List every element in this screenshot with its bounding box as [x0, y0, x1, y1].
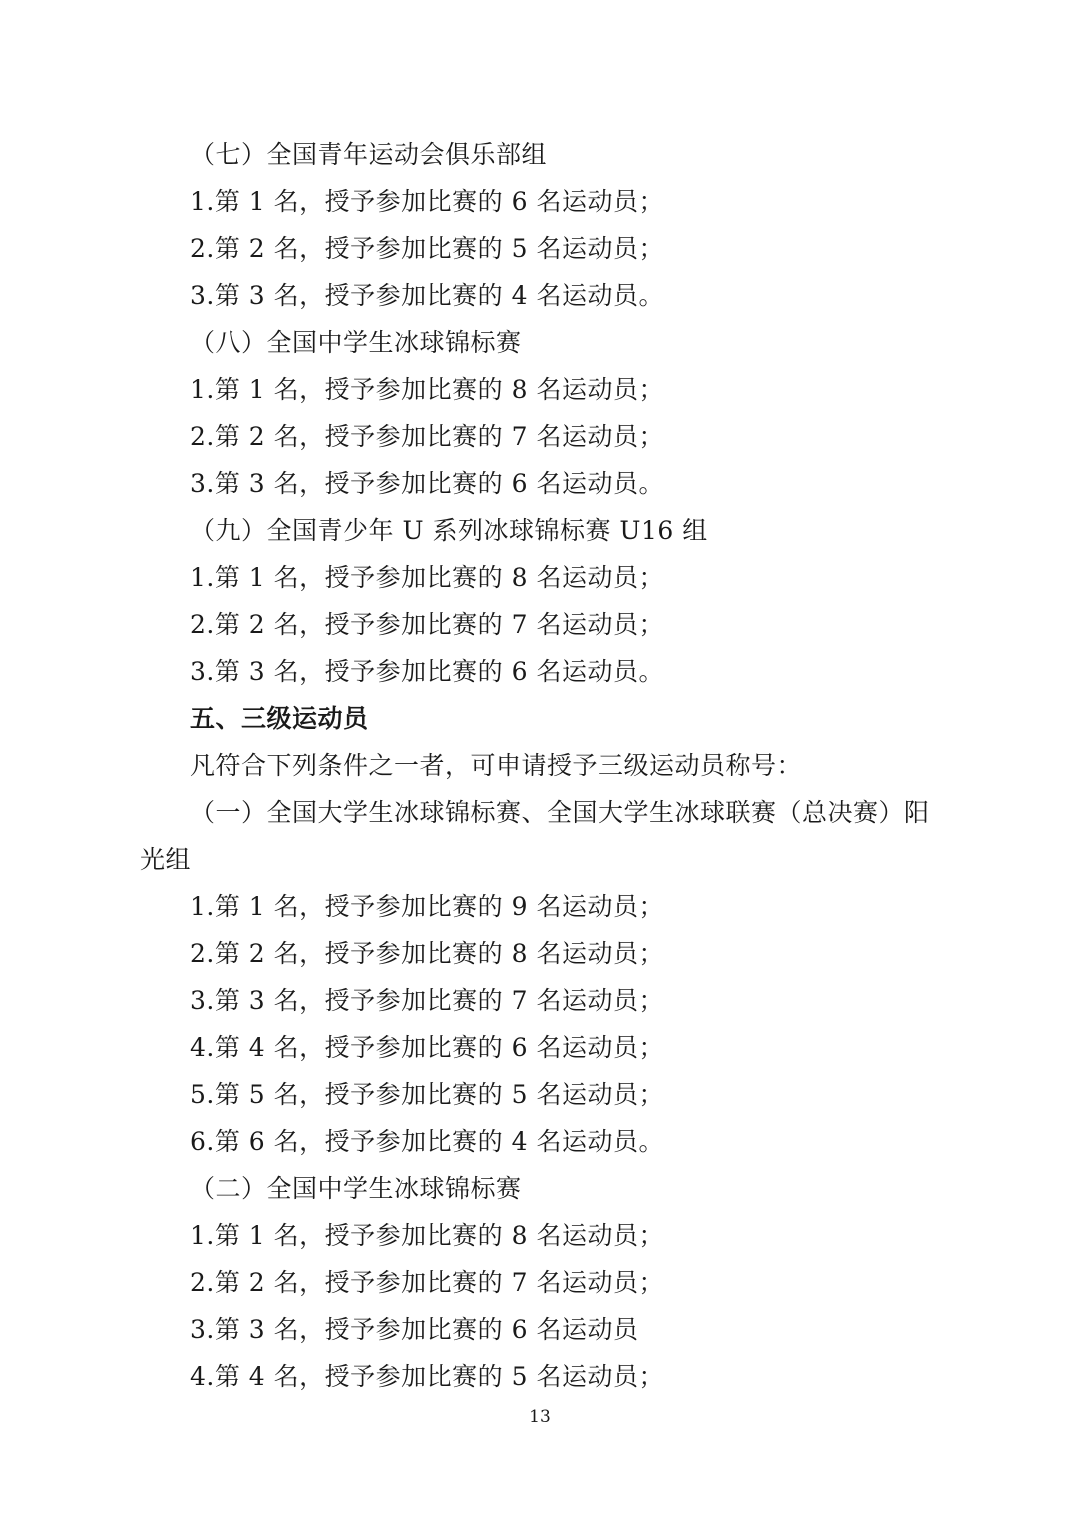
list-item: 1.第 1 名，授予参加比赛的 8 名运动员；	[190, 563, 664, 592]
chapter-heading: 五、三级运动员	[190, 704, 369, 733]
section-heading-2: （二）全国中学生冰球锦标赛	[190, 1174, 522, 1203]
list-item: 3.第 3 名，授予参加比赛的 6 名运动员。	[190, 469, 664, 498]
list-item: 3.第 3 名，授予参加比赛的 7 名运动员；	[190, 986, 664, 1015]
list-item: 2.第 2 名，授予参加比赛的 8 名运动员；	[190, 939, 664, 968]
section-heading-8: （八）全国中学生冰球锦标赛	[190, 328, 522, 357]
section-heading-1-continued: 光组	[140, 845, 192, 874]
list-item: 2.第 2 名，授予参加比赛的 7 名运动员；	[190, 610, 664, 639]
list-item: 4.第 4 名，授予参加比赛的 6 名运动员；	[190, 1033, 664, 1062]
list-item: 3.第 3 名，授予参加比赛的 6 名运动员。	[190, 657, 664, 686]
list-item: 1.第 1 名，授予参加比赛的 8 名运动员；	[190, 1221, 664, 1250]
list-item: 2.第 2 名，授予参加比赛的 5 名运动员；	[190, 234, 664, 263]
list-item: 2.第 2 名，授予参加比赛的 7 名运动员；	[190, 1268, 664, 1297]
list-item: 1.第 1 名，授予参加比赛的 9 名运动员；	[190, 892, 664, 921]
list-item: 5.第 5 名，授予参加比赛的 5 名运动员；	[190, 1080, 664, 1109]
paragraph: 凡符合下列条件之一者，可申请授予三级运动员称号：	[190, 751, 803, 780]
list-item: 1.第 1 名，授予参加比赛的 8 名运动员；	[190, 375, 664, 404]
list-item: 6.第 6 名，授予参加比赛的 4 名运动员。	[190, 1127, 664, 1156]
section-heading-7: （七）全国青年运动会俱乐部组	[190, 140, 548, 169]
list-item: 4.第 4 名，授予参加比赛的 5 名运动员；	[190, 1362, 664, 1391]
list-item: 1.第 1 名，授予参加比赛的 6 名运动员；	[190, 187, 664, 216]
list-item: 3.第 3 名，授予参加比赛的 6 名运动员	[190, 1315, 639, 1344]
section-heading-9: （九）全国青少年 U 系列冰球锦标赛 U16 组	[190, 516, 708, 545]
section-heading-1: （一）全国大学生冰球锦标赛、全国大学生冰球联赛（总决赛）阳	[190, 798, 930, 827]
list-item: 3.第 3 名，授予参加比赛的 4 名运动员。	[190, 281, 664, 310]
page-number: 13	[529, 1407, 551, 1427]
list-item: 2.第 2 名，授予参加比赛的 7 名运动员；	[190, 422, 664, 451]
